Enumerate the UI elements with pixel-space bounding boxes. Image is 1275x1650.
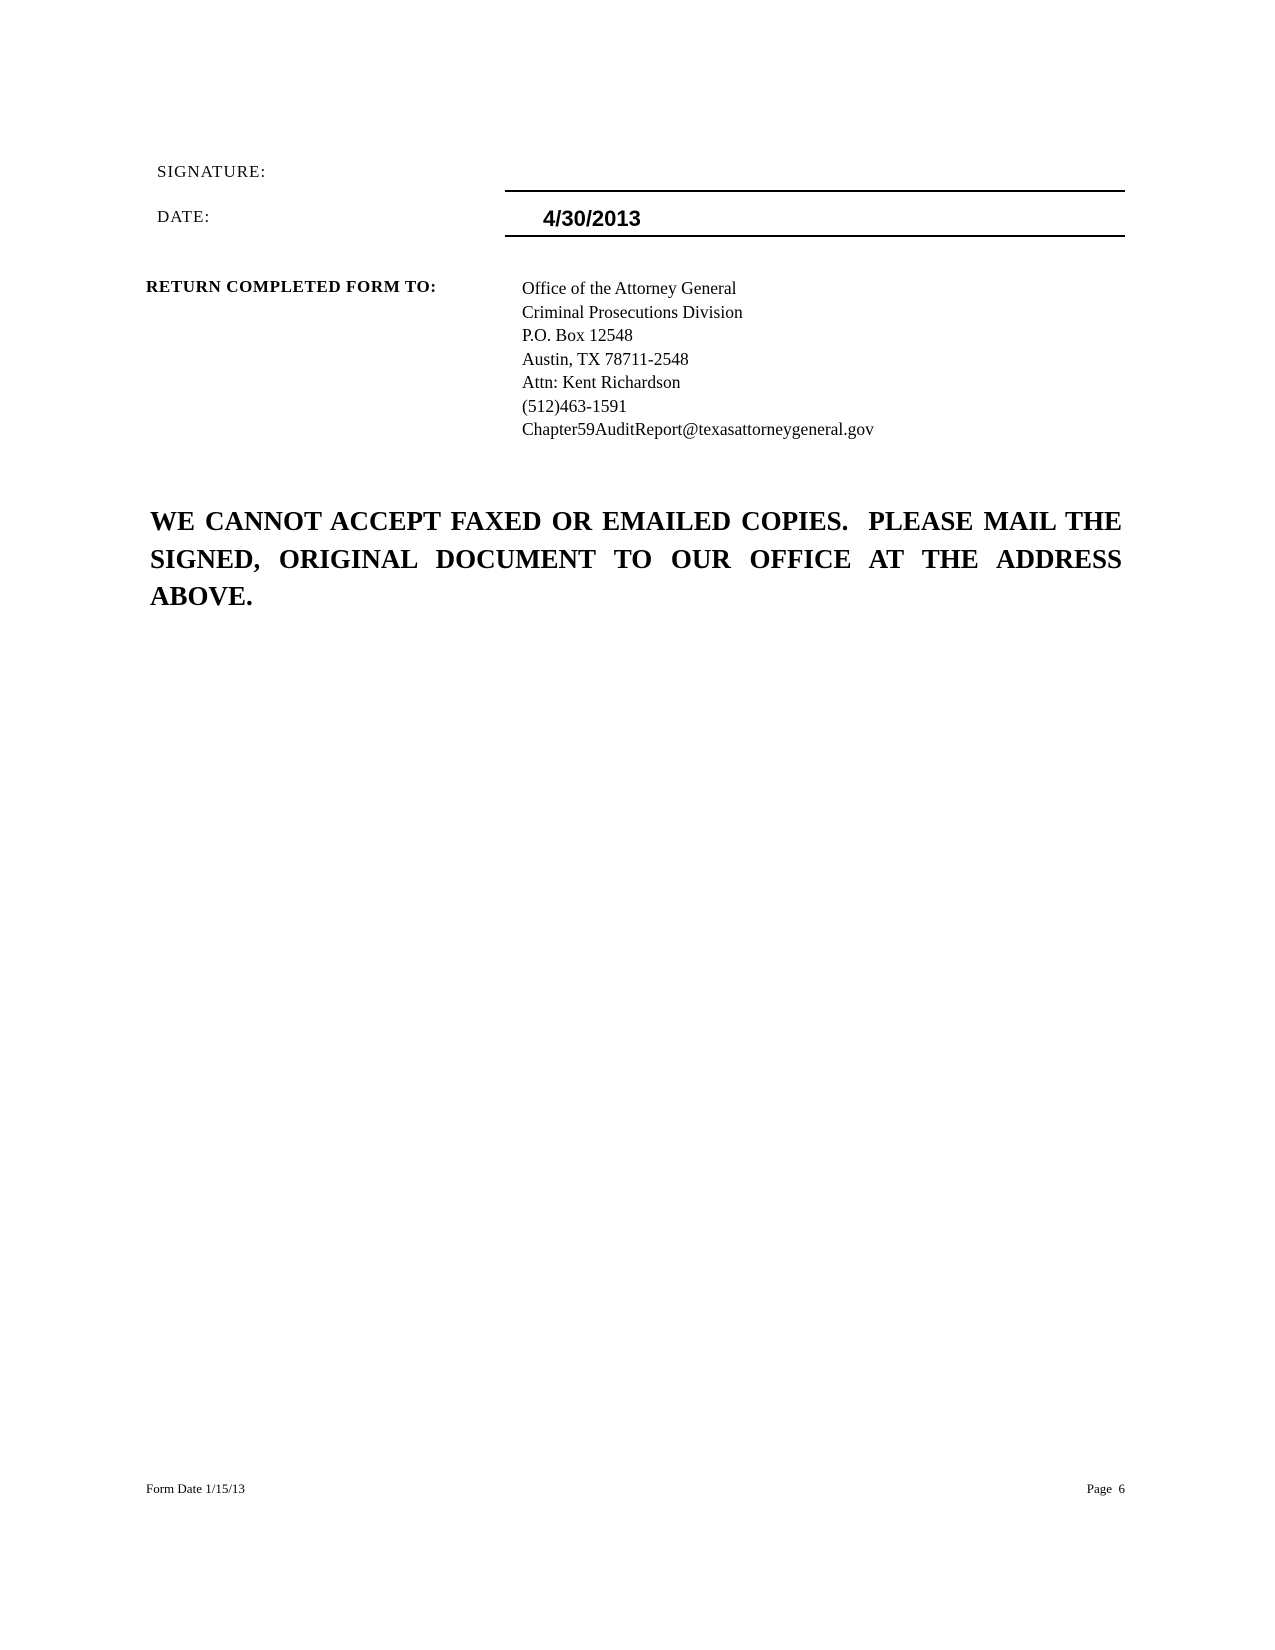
footer-form-date: Form Date 1/15/13 <box>146 1481 245 1496</box>
date-line-field[interactable] <box>505 235 1125 237</box>
signature-line-field[interactable] <box>505 190 1125 192</box>
address-line-phone: (512)463-1591 <box>522 395 627 416</box>
return-to-label: RETURN COMPLETED FORM TO: <box>146 277 437 296</box>
footer-page-number: Page 6 <box>1086 1481 1125 1496</box>
date-label: DATE: <box>157 207 211 226</box>
address-line-division: Criminal Prosecutions Division <box>522 301 743 322</box>
return-address-block <box>522 277 874 442</box>
address-line-attn: Attn: Kent Richardson <box>522 372 681 392</box>
address-line-city: Austin, TX 78711-2548 <box>522 348 689 369</box>
address-line-email: Chapter59AuditReport@texasattorneygeneral.gov <box>522 419 874 439</box>
address-line-pobox: P.O. Box 12548 <box>522 325 633 345</box>
date-value-field[interactable]: 4/30/2013 <box>543 206 641 231</box>
mailing-notice: WE CANNOT ACCEPT FAXED OR EMAILED COPIES. PLEASE MAIL THE SIGNED, ORIGINAL DOCUMENT TO OUR OFFICE AT THE ADDRESS ABOVE. <box>150 506 1129 611</box>
signature-label: SIGNATURE: <box>157 162 267 181</box>
address-line-office: Office of the Attorney General <box>522 278 737 298</box>
